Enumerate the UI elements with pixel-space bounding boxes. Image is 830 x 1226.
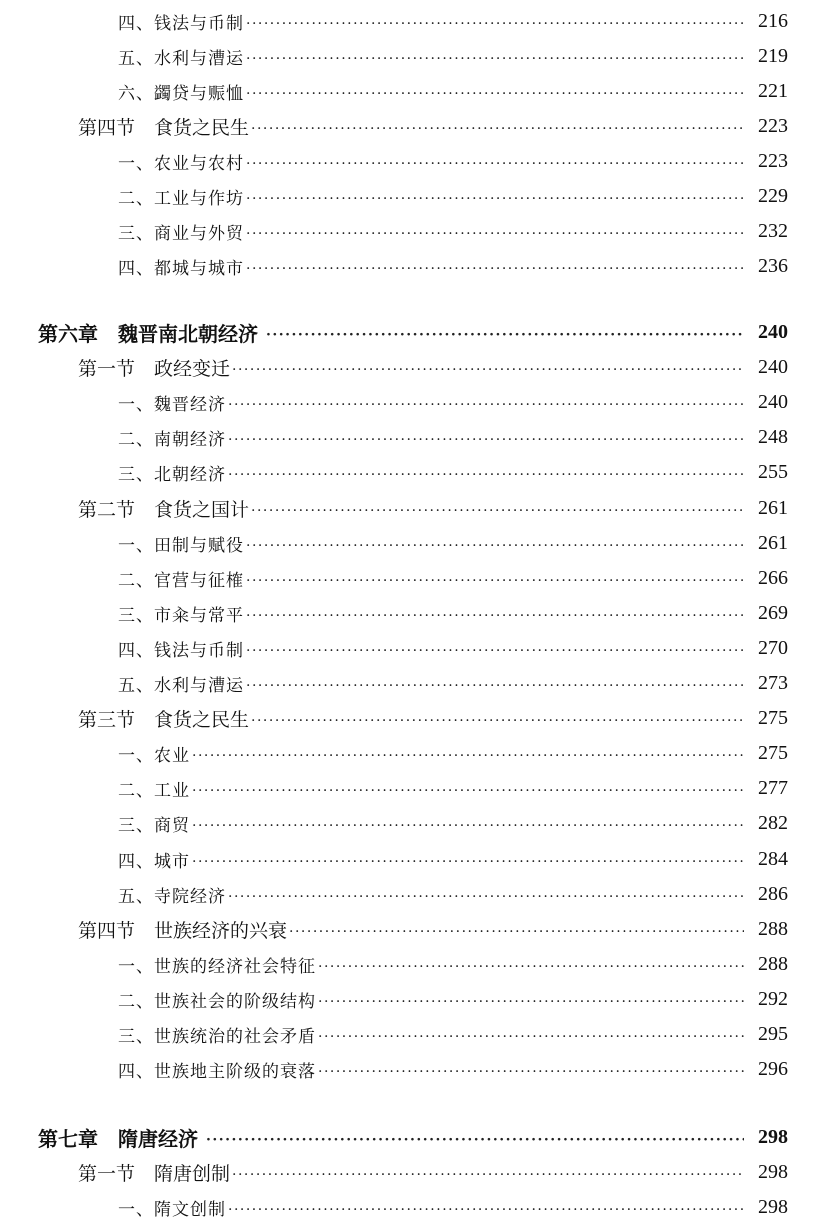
leader-dots bbox=[228, 1197, 744, 1218]
leader-dots bbox=[192, 813, 744, 834]
leader-dots bbox=[251, 498, 744, 519]
toc-entry-title: 四、城市 bbox=[118, 851, 190, 872]
toc-entry[interactable] bbox=[0, 877, 830, 911]
toc-entry[interactable] bbox=[0, 631, 830, 665]
toc-section-title: 第一节 隋唐创制 bbox=[78, 1162, 231, 1185]
leader-dots bbox=[246, 186, 744, 207]
toc-entry-title: 五、水利与漕运 bbox=[118, 48, 244, 69]
toc-entry-page: 223 bbox=[758, 149, 788, 172]
toc-entry-page: 232 bbox=[758, 219, 788, 242]
leader-dots bbox=[246, 256, 744, 277]
toc-entry-page: 240 bbox=[758, 390, 788, 413]
toc-entry[interactable] bbox=[0, 1052, 830, 1086]
toc-entry-page: 229 bbox=[758, 184, 788, 207]
toc-entry-page: 221 bbox=[758, 79, 788, 102]
leader-dots bbox=[246, 46, 744, 67]
toc-entry[interactable] bbox=[0, 596, 830, 630]
toc-entry[interactable] bbox=[0, 806, 830, 840]
toc-entry[interactable] bbox=[0, 666, 830, 700]
leader-dots bbox=[228, 427, 744, 448]
leader-dots bbox=[246, 221, 744, 242]
toc-entry-page: 266 bbox=[758, 566, 788, 589]
toc-chapter[interactable] bbox=[0, 315, 830, 349]
toc-section-page: 298 bbox=[758, 1160, 788, 1183]
toc-entry-page: 248 bbox=[758, 425, 788, 448]
leader-dots bbox=[228, 884, 744, 905]
leader-dots bbox=[246, 603, 744, 624]
toc-entry-title: 一、魏晋经济 bbox=[118, 394, 226, 415]
toc-entry-page: 269 bbox=[758, 601, 788, 624]
toc-entry-title: 一、田制与赋役 bbox=[118, 535, 244, 556]
toc-entry[interactable] bbox=[0, 947, 830, 981]
toc-entry-page: 296 bbox=[758, 1057, 788, 1080]
toc-chapter-page: 240 bbox=[758, 320, 788, 343]
leader-dots bbox=[246, 673, 744, 694]
toc-entry-title: 三、商贸 bbox=[118, 815, 190, 836]
toc-entry-page: 219 bbox=[758, 44, 788, 67]
leader-dots bbox=[251, 116, 744, 137]
toc-entry-page: 236 bbox=[758, 254, 788, 277]
toc-entry-page: 284 bbox=[758, 847, 788, 870]
leader-dots bbox=[318, 954, 744, 975]
toc-entry[interactable] bbox=[0, 179, 830, 213]
toc-entry-title: 一、农业 bbox=[118, 745, 190, 766]
toc-entry-title: 三、市籴与常平 bbox=[118, 605, 244, 626]
toc-entry-page: 277 bbox=[758, 776, 788, 799]
leader-dots bbox=[228, 462, 744, 483]
toc-entry-page: 255 bbox=[758, 460, 788, 483]
toc-section-title: 第四节 世族经济的兴衰 bbox=[78, 919, 288, 942]
toc-entry[interactable] bbox=[0, 736, 830, 770]
toc-entry-title: 二、工业与作坊 bbox=[118, 188, 244, 209]
leader-dots bbox=[206, 1127, 744, 1148]
toc-entry-title: 六、蠲贷与赈恤 bbox=[118, 83, 244, 104]
toc-entry[interactable] bbox=[0, 74, 830, 108]
toc-section-title: 第四节 食货之民生 bbox=[78, 116, 250, 139]
toc-entry-page: 298 bbox=[758, 1195, 788, 1218]
leader-dots bbox=[318, 989, 744, 1010]
toc-entry-title: 五、水利与漕运 bbox=[118, 675, 244, 696]
toc-entry-title: 四、都城与城市 bbox=[118, 258, 244, 279]
toc-entry-page: 270 bbox=[758, 636, 788, 659]
leader-dots bbox=[192, 778, 744, 799]
toc-entry-title: 五、寺院经济 bbox=[118, 886, 226, 907]
leader-dots bbox=[246, 11, 744, 32]
leader-dots bbox=[246, 81, 744, 102]
toc-chapter-title: 第六章 魏晋南北朝经济 bbox=[38, 321, 258, 346]
toc-chapter[interactable] bbox=[0, 1120, 830, 1154]
toc-section[interactable] bbox=[0, 701, 830, 735]
toc-entry-title: 四、钱法与币制 bbox=[118, 640, 244, 661]
toc-entry[interactable] bbox=[0, 526, 830, 560]
leader-dots bbox=[318, 1024, 744, 1045]
toc-section-title: 第二节 食货之国计 bbox=[78, 498, 250, 521]
toc-chapter-page: 298 bbox=[758, 1125, 788, 1148]
toc-entry[interactable] bbox=[0, 455, 830, 489]
toc-entry-title: 四、世族地主阶级的衰落 bbox=[118, 1061, 316, 1082]
leader-dots bbox=[232, 1162, 744, 1183]
toc-entry[interactable] bbox=[0, 385, 830, 419]
toc-entry-page: 295 bbox=[758, 1022, 788, 1045]
leader-dots bbox=[246, 151, 744, 172]
toc-entry-title: 一、农业与农村 bbox=[118, 153, 244, 174]
leader-dots bbox=[232, 357, 744, 378]
toc-section-page: 261 bbox=[758, 496, 788, 519]
toc-section-page: 275 bbox=[758, 706, 788, 729]
toc-entry[interactable] bbox=[0, 214, 830, 248]
toc-entry-title: 一、隋文创制 bbox=[118, 1199, 226, 1220]
toc-entry-page: 286 bbox=[758, 882, 788, 905]
leader-dots bbox=[228, 392, 744, 413]
toc-section-page: 288 bbox=[758, 917, 788, 940]
toc-section-page: 223 bbox=[758, 114, 788, 137]
toc-entry-title: 四、钱法与币制 bbox=[118, 13, 244, 34]
leader-dots bbox=[266, 322, 744, 343]
toc-entry[interactable] bbox=[0, 39, 830, 73]
toc-section-title: 第一节 政经变迁 bbox=[78, 357, 231, 380]
toc-section[interactable] bbox=[0, 350, 830, 384]
toc-entry-title: 二、世族社会的阶级结构 bbox=[118, 991, 316, 1012]
toc-entry-title: 三、商业与外贸 bbox=[118, 223, 244, 244]
toc-entry-page: 292 bbox=[758, 987, 788, 1010]
toc-section-title: 第三节 食货之民生 bbox=[78, 708, 250, 731]
toc-entry-title: 二、官营与征榷 bbox=[118, 570, 244, 591]
toc-entry-page: 282 bbox=[758, 811, 788, 834]
leader-dots bbox=[289, 919, 744, 940]
toc-entry-title: 三、世族统治的社会矛盾 bbox=[118, 1026, 316, 1047]
toc-entry[interactable] bbox=[0, 982, 830, 1016]
toc-entry[interactable] bbox=[0, 1190, 830, 1224]
toc-entry-page: 288 bbox=[758, 952, 788, 975]
toc-section[interactable] bbox=[0, 1155, 830, 1189]
leader-dots bbox=[192, 743, 744, 764]
toc-entry-title: 二、南朝经济 bbox=[118, 429, 226, 450]
toc-entry[interactable] bbox=[0, 561, 830, 595]
leader-dots bbox=[246, 638, 744, 659]
toc-entry-page: 261 bbox=[758, 531, 788, 554]
toc-entry[interactable] bbox=[0, 771, 830, 805]
toc-entry[interactable] bbox=[0, 420, 830, 454]
toc-entry[interactable] bbox=[0, 1017, 830, 1051]
leader-dots bbox=[246, 568, 744, 589]
toc-section[interactable] bbox=[0, 491, 830, 525]
toc-chapter-title: 第七章 隋唐经济 bbox=[38, 1126, 198, 1151]
leader-dots bbox=[192, 849, 744, 870]
leader-dots bbox=[251, 708, 744, 729]
toc-entry-title: 一、世族的经济社会特征 bbox=[118, 956, 316, 977]
toc-entry-title: 三、北朝经济 bbox=[118, 464, 226, 485]
toc-entry[interactable] bbox=[0, 842, 830, 876]
toc-entry-page: 273 bbox=[758, 671, 788, 694]
toc-entry-page: 216 bbox=[758, 9, 788, 32]
toc-section[interactable] bbox=[0, 912, 830, 946]
leader-dots bbox=[246, 533, 744, 554]
leader-dots bbox=[318, 1059, 744, 1080]
toc-entry-title: 二、工业 bbox=[118, 780, 190, 801]
toc-entry[interactable] bbox=[0, 249, 830, 283]
toc-entry-page: 275 bbox=[758, 741, 788, 764]
toc-section-page: 240 bbox=[758, 355, 788, 378]
toc-entry[interactable] bbox=[0, 4, 830, 38]
toc-entry[interactable] bbox=[0, 144, 830, 178]
toc-section[interactable] bbox=[0, 109, 830, 143]
